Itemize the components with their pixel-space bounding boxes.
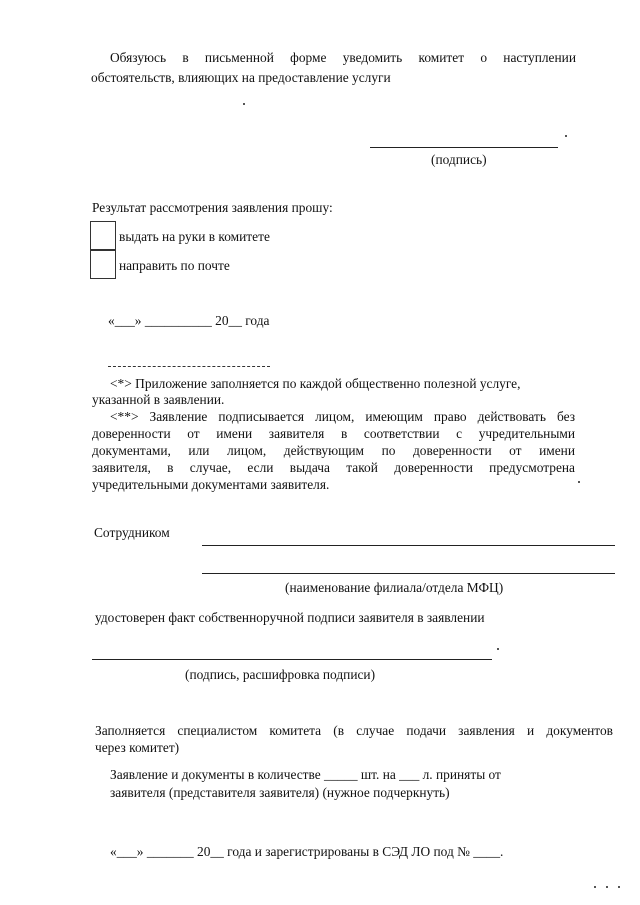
- registration-line: «___» _______ 20__ года и зарегистрированы в СЭД ЛО под № ____.: [110, 844, 504, 859]
- notify-text-line1: Обязуюсь в письменной форме уведомить комитет о наступлении: [110, 50, 576, 65]
- scan-speck: [565, 135, 567, 137]
- scan-speck: [618, 886, 620, 888]
- footnote-2-line4: заявителя, в случае, если выдача такой доверенности предусмотрена: [92, 460, 575, 475]
- footnote-2-line2: доверенности от имени заявителя в соответствии с учредительными: [92, 426, 575, 441]
- footnote-2-line1: <**> Заявление подписывается лицом, имеющим право действовать без: [110, 409, 575, 424]
- notify-text-line2: обстоятельств, влияющих на предоставление услуги: [91, 70, 391, 85]
- footnote-2-line5: учредительными документами заявителя.: [92, 477, 330, 492]
- result-heading: Результат рассмотрения заявления прошу:: [92, 200, 333, 215]
- scan-speck: [606, 886, 608, 888]
- checkbox-hand-delivery[interactable]: [90, 221, 116, 250]
- employee-label: Сотрудником: [94, 525, 170, 540]
- footnote-2-line3: документами, или лицом, действующим по доверенности от имени: [92, 443, 575, 458]
- branch-caption: (наименование филиала/отдела МФЦ): [285, 580, 504, 595]
- employee-line: [202, 545, 615, 546]
- certified-text: удостоверен факт собственноручной подписи заявителя в заявлении: [95, 610, 485, 625]
- scan-speck: [578, 481, 580, 483]
- option-by-mail: направить по почте: [119, 258, 230, 273]
- checkbox-by-mail[interactable]: [90, 250, 116, 279]
- scan-speck: [243, 103, 245, 105]
- footnote-separator: [108, 366, 270, 367]
- footnote-1-line1: <*> Приложение заполняется по каждой общественно полезной услуге,: [110, 376, 521, 391]
- signature-line: [370, 147, 558, 148]
- option-hand-delivery: выдать на руки в комитете: [119, 229, 270, 244]
- date-line: «___» __________ 20__ года: [108, 313, 270, 328]
- documents-line1: Заявление и документы в количестве _____ шт. на ___ л. приняты от: [110, 767, 501, 782]
- signature-caption: (подпись): [431, 152, 487, 167]
- documents-line2: заявителя (представителя заявителя) (нужное подчеркнуть): [110, 785, 450, 800]
- committee-line2: через комитет): [95, 740, 180, 755]
- employee-signature-line: [92, 659, 492, 660]
- employee-signature-caption: (подпись, расшифровка подписи): [185, 667, 376, 682]
- committee-line1: Заполняется специалистом комитета (в случае подачи заявления и документов: [95, 723, 613, 738]
- footnote-1-line2: указанной в заявлении.: [92, 392, 225, 407]
- scan-speck: [594, 886, 596, 888]
- branch-line: [202, 573, 615, 574]
- scan-speck: [497, 648, 499, 650]
